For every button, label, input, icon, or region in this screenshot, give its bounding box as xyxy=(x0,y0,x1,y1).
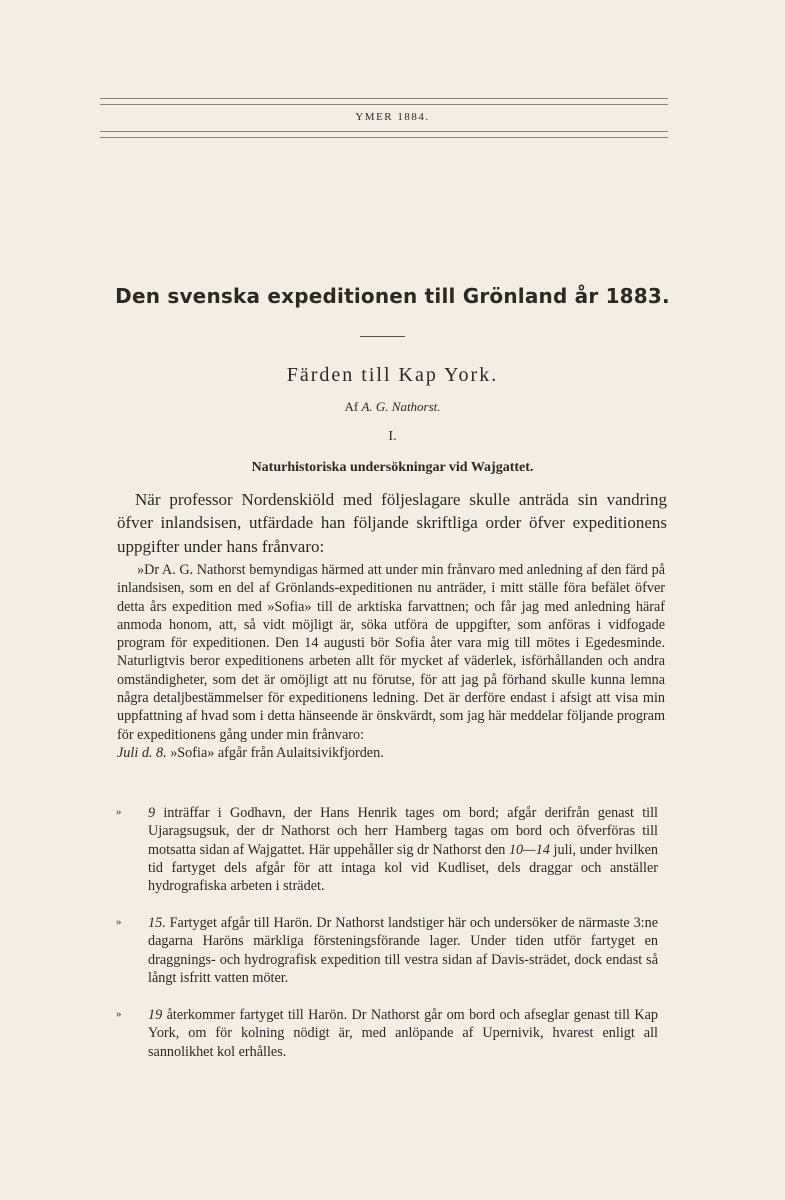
ditto-mark: » xyxy=(116,806,122,818)
schedule-text-after: juli, under hvilken tid fartyget dels afgår för att intaga kol vid Kudliset, dels draggar och anställer hydrografiska arbeten i strädet. xyxy=(148,841,659,895)
author-prefix: Af xyxy=(344,399,359,414)
schedule-entry xyxy=(148,804,658,895)
schedule-text: återkommer fartyget till Harön. Dr Nathorst går om bord och afseglar genast till Kap York, om för kolning nödigt är, med anlöpande af Upernivik, hvarest enligt all sannolikhet kol erhålles. xyxy=(148,1007,659,1060)
date-line xyxy=(117,744,665,762)
order-quote xyxy=(117,561,665,762)
schedule-text: Fartyget afgår till Harön. Dr Nathorst landstiger här och undersöker de närmaste 3:ne dagarna Haröns märkliga försteningsförande lager. Under tiden utför fartyget en draggnings- och hydrografisk expedition till vestra sidan af Davis-strädet, dock endast så långt isfritt vatten möter. xyxy=(148,915,659,986)
schedule-day: 9 xyxy=(148,805,156,821)
schedule-text: inträffar i Godhavn, der Hans Henrik tages om bord; afgår derifrån genast till Ujaragsugsuk, der dr Nathorst och herr Hamberg tagas om bord och öfverföras till motsatta sidan af Wajgattet. Här uppehåller sig dr Nathorst den xyxy=(148,805,658,858)
date-text: »Sofia» afgår från Aulaitsivikfjorden. xyxy=(170,744,384,761)
title-divider xyxy=(360,336,405,337)
article-title: Den svenska expeditionen till Grönland år 1883. xyxy=(115,284,670,308)
header-top-rule-secondary xyxy=(100,104,668,105)
author-name: A. G. Nathorst. xyxy=(361,399,441,414)
schedule-day: 19 xyxy=(148,1007,163,1023)
schedule-entry xyxy=(148,914,658,987)
ditto-mark: » xyxy=(116,916,122,928)
quote-text: »Dr A. G. Nathorst bemyndigas härmed att under min frånvaro med anledning af den färd på inlandsisen, som en del af Grönlands-expeditionen nu anträder, i mitt ställe föra befälet öfver detta års expedition med »Sofia» till de arktiska farvattnen; och får jag med anledning häraf anmoda honom, att, så vidt möjligt är, söka utföra de uppgifter, som anföras i vidfogade program för expeditionen. Den 14 augusti bör Sofia åter vara mig till mötes i Egedesminde. Naturligtvis beror expeditionens arbeten allt för mycket af väderlek, isförhållanden och andra omständigheter, som det är omöjligt att nu förutse, för att jag på förhand skulle kunna lemna några detaljbestämmelser för expeditionens ledning. Det är derföre endast i afsigt att visa min uppfattning af hvad som i detta hänseende är önskvärdt, som jag här meddelar följande program för expeditionens gång under min frånvaro: xyxy=(117,562,665,743)
header-top-rule xyxy=(100,98,668,99)
schedule-entry xyxy=(148,1006,658,1061)
intro-text: När professor Nordenskiöld med följeslagare skulle anträda sin vandring öfver inlandsisen, utfärdade han följande skriftliga order öfver expeditionens uppgifter under hans frånvaro: xyxy=(117,490,667,556)
section-title: Naturhistoriska undersökningar vid Wajgattet. xyxy=(251,460,534,475)
author-line xyxy=(0,399,785,415)
schedule-day: 15. xyxy=(148,915,166,931)
header-bottom-rule-secondary xyxy=(100,137,668,138)
running-head: YMER 1884. xyxy=(355,111,430,123)
date-day: 8. xyxy=(156,744,167,761)
date-month: Juli d. xyxy=(117,744,153,761)
intro-paragraph xyxy=(117,488,667,558)
article-subtitle: Färden till Kap York. xyxy=(286,364,499,386)
schedule-range: 10—14 xyxy=(508,841,550,858)
ditto-mark: » xyxy=(116,1008,122,1020)
header-bottom-rule xyxy=(100,131,668,132)
section-number: I. xyxy=(388,429,397,444)
